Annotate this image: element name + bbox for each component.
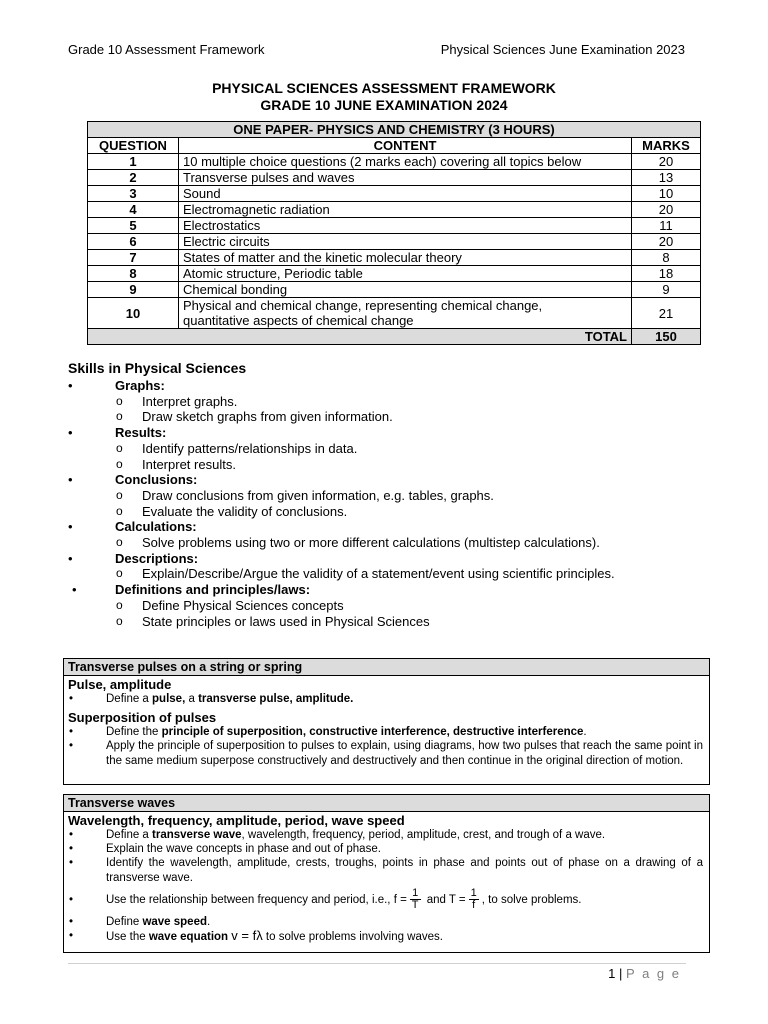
circle-bullet-icon: o (116, 597, 123, 612)
circle-bullet-icon: o (116, 535, 123, 550)
bullet-icon: • (68, 425, 73, 441)
skill-item (68, 551, 708, 567)
bullet-icon: • (69, 829, 74, 841)
skill-label: Results: (115, 425, 167, 441)
text-fragment: , wavelength, frequency, period, amplitude, crest, and trough of a wave. (241, 829, 606, 841)
topic-bullet (64, 739, 709, 767)
topic-subheading: Wavelength, frequency, amplitude, period, wave speed (68, 813, 405, 828)
circle-bullet-icon: o (116, 393, 123, 408)
question-number: 7 (88, 250, 179, 266)
text-fragment: Explain the wave concepts in phase and out of phase. (106, 843, 381, 856)
topic-bullet (64, 885, 709, 915)
circle-bullet-icon: o (116, 613, 123, 628)
circle-bullet-icon: o (116, 503, 123, 518)
text-fragment: Identify the wavelength, amplitude, crests, troughs, points in phase and points out of phase on a drawing of a transverse wave. (106, 857, 703, 884)
equation-text: T = (448, 893, 466, 906)
skill-sub-text: Solve problems using two or more different calculations (multistep calculations). (142, 535, 600, 551)
skill-item (68, 425, 708, 441)
bullet-icon: • (69, 915, 74, 928)
question-number: 10 (88, 298, 179, 329)
question-content: States of matter and the kinetic molecular theory (179, 250, 632, 266)
question-content: Electric circuits (179, 234, 632, 250)
bullet-icon: • (68, 378, 73, 393)
skill-item (68, 582, 708, 598)
page-number-value: 1 (608, 966, 616, 981)
skill-label: Calculations: (115, 519, 197, 535)
question-content: Electromagnetic radiation (179, 202, 632, 218)
table-row (88, 202, 701, 218)
topic-bullet (64, 842, 709, 856)
equation-text: f = (393, 893, 407, 906)
page-number (608, 966, 681, 981)
table-row (88, 298, 701, 329)
skills-list (68, 378, 708, 629)
bold-term: principle of superposition, constructive interference, destructive interference (161, 726, 584, 739)
total-row (88, 329, 701, 345)
bullet-icon: • (68, 550, 73, 566)
skill-sub-text: Draw conclusions from given information, e.g. tables, graphs. (142, 487, 494, 503)
text-fragment: , to solve problems. (481, 893, 582, 906)
text-fragment: Define a (106, 829, 153, 841)
topic-bullet (64, 929, 709, 944)
topic-heading: Transverse waves (64, 795, 709, 812)
table-row (88, 170, 701, 186)
paper-header: ONE PAPER- PHYSICS AND CHEMISTRY (3 HOURS) (88, 122, 701, 138)
wave-equation: v = fλ (231, 928, 263, 944)
skill-label: Graphs: (115, 378, 165, 393)
text-fragment: . (583, 726, 587, 739)
skill-label: Descriptions: (115, 550, 199, 566)
circle-bullet-icon: o (116, 566, 123, 581)
fraction-one-over-T (410, 888, 421, 911)
skill-label: Definitions and principles/laws: (115, 582, 311, 598)
text-fragment: Define the (106, 726, 162, 739)
text-fragment: Define (106, 915, 143, 928)
topic-subheading: Pulse, amplitude (68, 677, 172, 692)
skill-sub-item (68, 504, 708, 520)
bullet-icon: • (72, 582, 77, 598)
table-row (88, 218, 701, 234)
topic-heading: Transverse pulses on a string or spring (64, 659, 709, 676)
bullet-icon: • (69, 857, 74, 870)
bullet-icon: • (68, 519, 73, 535)
bullet-icon: • (69, 693, 74, 705)
question-content: Atomic structure, Periodic table (179, 266, 632, 282)
question-content: Chemical bonding (179, 282, 632, 298)
table-row (88, 154, 701, 170)
fraction-numerator: 1 (470, 887, 477, 900)
skill-item (68, 378, 708, 394)
document-subtitle: GRADE 10 JUNE EXAMINATION 2024 (260, 97, 508, 113)
header-left: Grade 10 Assessment Framework (68, 42, 265, 57)
bold-term: transverse wave (152, 829, 242, 841)
question-number: 8 (88, 266, 179, 282)
topic-bullet (64, 856, 709, 884)
skills-title: Skills in Physical Sciences (68, 360, 247, 376)
topic-bullet (64, 828, 709, 842)
question-marks: 11 (632, 218, 701, 234)
skill-sub-text: Define Physical Sciences concepts (142, 597, 344, 613)
skill-label: Conclusions: (115, 472, 198, 488)
circle-bullet-icon: o (116, 456, 123, 471)
table-row (88, 234, 701, 250)
skill-sub-item (68, 457, 708, 473)
table-row (88, 186, 701, 202)
topic-subheading: Superposition of pulses (68, 710, 217, 726)
col-marks: MARKS (632, 138, 701, 154)
question-marks: 10 (632, 186, 701, 202)
skill-sub-item (68, 488, 708, 504)
question-content: Electrostatics (179, 218, 632, 234)
table-row (88, 282, 701, 298)
total-label: TOTAL (88, 329, 632, 345)
bullet-icon: • (68, 472, 73, 488)
skill-sub-item (68, 598, 708, 614)
question-marks: 20 (632, 234, 701, 250)
text-fragment: a (185, 693, 199, 705)
skill-sub-text: Interpret graphs. (142, 393, 238, 409)
bold-term: wave speed (142, 915, 208, 928)
question-number: 5 (88, 218, 179, 234)
skill-sub-item (68, 614, 708, 630)
question-marks: 18 (632, 266, 701, 282)
fraction-one-over-f (469, 888, 479, 911)
circle-bullet-icon: o (116, 409, 123, 424)
skill-sub-item (68, 441, 708, 457)
document-title: PHYSICAL SCIENCES ASSESSMENT FRAMEWORK (212, 80, 556, 96)
text-fragment: Use the (106, 931, 149, 944)
topic-bullet (64, 915, 709, 929)
question-content-line: Physical and chemical change, representing chemical change, (183, 298, 543, 313)
question-content: 10 multiple choice questions (2 marks each) covering all topics below (179, 154, 632, 170)
question-content: Transverse pulses and waves (179, 170, 632, 186)
question-marks: 20 (632, 154, 701, 170)
text-fragment: to solve problems involving waves. (262, 931, 443, 944)
question-number: 2 (88, 170, 179, 186)
topic-box-transverse-pulses (63, 658, 710, 785)
skill-sub-text: Evaluate the validity of conclusions. (142, 503, 348, 519)
framework-table (87, 121, 701, 345)
fraction-denominator: f (472, 899, 476, 912)
text-fragment: . (207, 915, 211, 928)
question-marks: 9 (632, 282, 701, 298)
col-content: CONTENT (179, 138, 632, 154)
topic-bullet (64, 692, 709, 706)
bullet-icon: • (69, 740, 74, 753)
page-separator: | (619, 966, 623, 981)
bullet-icon: • (69, 893, 74, 906)
skill-item (68, 472, 708, 488)
question-content-line: quantitative aspects of chemical change (183, 313, 414, 328)
question-content (179, 298, 632, 329)
question-marks: 13 (632, 170, 701, 186)
skill-sub-item (68, 409, 708, 425)
header-right: Physical Sciences June Examination 2023 (440, 42, 685, 57)
topic-bullet (64, 725, 709, 739)
bullet-icon: • (69, 930, 74, 943)
skill-sub-text: Identify patterns/relationships in data. (142, 440, 358, 456)
skill-sub-text: Interpret results. (142, 456, 236, 472)
question-content: Sound (179, 186, 632, 202)
skill-sub-item (68, 535, 708, 551)
skill-sub-text: Draw sketch graphs from given information. (142, 409, 393, 425)
footer-divider (68, 963, 686, 964)
question-marks: 20 (632, 202, 701, 218)
question-number: 4 (88, 202, 179, 218)
total-value: 150 (632, 329, 701, 345)
fraction-denominator: T (411, 899, 419, 912)
question-number: 9 (88, 282, 179, 298)
col-question: QUESTION (88, 138, 179, 154)
text-fragment: Define a (106, 693, 153, 705)
bullet-icon: • (69, 843, 74, 856)
table-row (88, 266, 701, 282)
topic-box-transverse-waves (63, 794, 710, 953)
question-number: 1 (88, 154, 179, 170)
circle-bullet-icon: o (116, 487, 123, 502)
skill-sub-item (68, 394, 708, 410)
page-word: P a g e (626, 966, 681, 981)
bold-term: wave equation (148, 931, 229, 944)
question-marks: 8 (632, 250, 701, 266)
skill-sub-text: State principles or laws used in Physical Sciences (142, 613, 430, 629)
skill-sub-item (68, 566, 642, 582)
text-fragment: Apply the principle of superposition to pulses to explain, using diagrams, how two pulses that reach the same point in the same medium superpose constructively and destructively and then continue in the original direction of motion. (106, 740, 703, 767)
bullet-icon: • (69, 726, 74, 739)
skill-sub-text: Explain/Describe/Argue the validity of a statement/event using scientific principles. (142, 566, 615, 582)
bold-term: pulse, (152, 693, 186, 705)
question-number: 6 (88, 234, 179, 250)
question-number: 3 (88, 186, 179, 202)
bold-term: transverse pulse, amplitude. (198, 693, 354, 705)
table-row (88, 250, 701, 266)
question-marks: 21 (632, 298, 701, 329)
table-header-row (88, 138, 701, 154)
circle-bullet-icon: o (116, 440, 123, 455)
skill-item (68, 519, 708, 535)
text-fragment: Use the relationship between frequency and period, i.e., (106, 893, 394, 906)
fraction-numerator: 1 (410, 888, 421, 900)
text-fragment: and (423, 893, 449, 906)
